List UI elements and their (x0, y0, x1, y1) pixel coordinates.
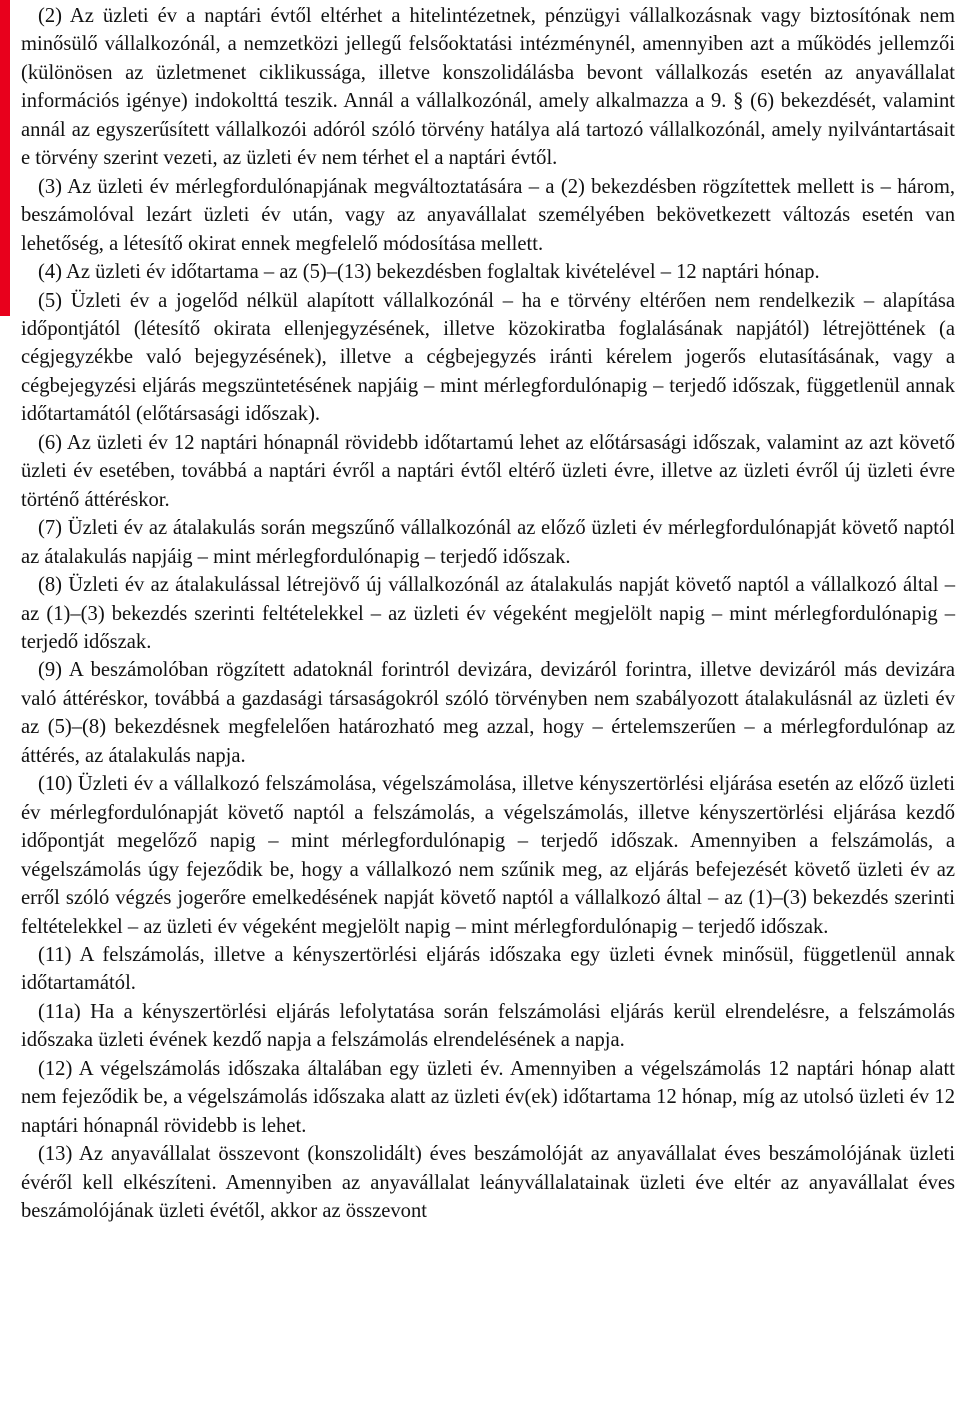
paragraph-6: (6) Az üzleti év 12 naptári hónapnál rövidebb időtartamú lehet az előtársasági időszak, valamint az azt követő üzleti év esetében, továbbá a naptári évről a naptári évtől eltérő üzleti évre, illetve az üzleti évről új üzleti évre történő áttéréskor. (21, 431, 955, 511)
legal-text-body (21, 2, 955, 1225)
paragraph-7: (7) Üzleti év az átalakulás során megszűnő vállalkozónál az előző üzleti év mérlegfordulónapját követő naptól az átalakulás napjáig – mint mérlegfordulónapig – terjedő időszak. (21, 517, 955, 568)
paragraph-5: (5) Üzleti év a jogelőd nélkül alapított vállalkozónál – ha e törvény eltérően nem rendelkezik – alapítása időpontjától (létesítő okirata ellenjegyzésének, illetve közokiratba foglalásának napjától) létrejöttének (a cégjegyzékbe való bejegyzésének), illetve a cégbejegyzés iránti kérelem jogerős elutasításának, vagy a cégbejegyzési eljárás megszüntetésének napjáig – mint mérlegfordulónapig – terjedő időszak, függetlenül annak időtartamától (előtársasági időszak). (21, 289, 955, 426)
paragraph-10: (10) Üzleti év a vállalkozó felszámolása, végelszámolása, illetve kényszertörlési eljárása esetén az előző üzleti év mérlegfordulónapját követő naptól a felszámolás, a végelszámolás, illetve kényszertörlési eljárása kezdő időpontját megelőző napig – mint mérlegfordulónapig – terjedő időszak. Amennyiben a felszámolás, a végelszámolás úgy fejeződik be, hogy a vállalkozó nem szűnik meg, az eljárás befejezését követő üzleti év az erről szóló végzés jogerőre emelkedésének napját követő naptól a vállalkozó által – az (1)–(3) bekezdés szerinti feltételekkel – az üzleti év végeként megjelölt napig – mint mérlegfordulónapig – terjedő időszak. (21, 773, 955, 938)
paragraph-11: (11) A felszámolás, illetve a kényszertörlési eljárás időszaka egy üzleti évnek minősül, függetlenül annak időtartamától. (21, 943, 955, 995)
paragraph-12: (12) A végelszámolás időszaka általában egy üzleti év. Amennyiben a végelszámolás 12 naptári hónap alatt nem fejeződik be, a végelszámolás időszaka alatt az üzleti év(ek) időtartama 12 hónap, míg az utolsó üzleti év 12 naptári hónapnál rövidebb is lehet. (21, 1057, 955, 1137)
paragraph-9: (9) A beszámolóban rögzített adatoknál forintról devizára, devizáról forintra, illetve devizáról más devizára való áttéréskor, továbbá a gazdasági társaságokról szóló törvényben nem szabályozott átalakulásnál az üzleti év az (5)–(8) bekezdésnek megfelelően határozható meg azzal, hogy – értelemszerűen – a mérlegfordulónap az áttérés, az átalakulás napja. (21, 659, 955, 767)
paragraph-13: (13) Az anyavállalat összevont (konszolidált) éves beszámolóját az anyavállalat éves beszámolójának üzleti évéről kell elkészíteni. Amennyiben az anyavállalat leányvállalatainak üzleti éve eltér az anyavállalat éves beszámolójának üzleti évétől, akkor az összevont (21, 1143, 955, 1223)
revision-change-bar (0, 0, 10, 316)
paragraph-8: (8) Üzleti év az átalakulással létrejövő új vállalkozónál az átalakulás napját követő naptól a vállalkozó által – az (1)–(3) bekezdés szerinti feltételekkel – az üzleti év végeként megjelölt napig – mint mérlegfordulónapig – terjedő időszak. (21, 574, 955, 653)
paragraph-11a: (11a) Ha a kényszertörlési eljárás lefolytatása során felszámolási eljárás kerül elrendelésre, a felszámolás időszaka üzleti évének kezdő napja a felszámolás elrendelésének a napja. (21, 1000, 955, 1052)
paragraph-4: (4) Az üzleti év időtartama – az (5)–(13) bekezdésben foglaltak kivételével – 12 naptári hónap. (38, 261, 820, 284)
paragraph-3: (3) Az üzleti év mérlegfordulónapjának megváltoztatására – a (2) bekezdésben rögzítettek mellett is – három, beszámolóval lezárt üzleti év után, vagy az anyavállalat személyében bekövetkezett változás esetén van lehetőség, a létesítő okirat ennek megfelelő módosítása mellett. (21, 175, 955, 255)
paragraph-2: (2) Az üzleti év a naptári évtől eltérhet a hitelintézetnek, pénzügyi vállalkozásnak vagy biztosítónak nem minősülő vállalkozónál, a nemzetközi jellegű felsőoktatási intézménynél, amennyiben azt a működés jellemzői (különösen az üzletmenet ciklikussága, illetve konszolidálásba bevont vállalkozás esetén az anyavállalat információs igénye) indokolttá teszik. Annál a vállalkozónál, amely alkalmazza a 9. § (6) bekezdését, valamint annál az egyszerűsített vállalkozói adóról szóló törvény hatálya alá tartozó vállalkozónál, amely nyilvántartásait e törvény szerint vezeti, az üzleti év nem térhet el a naptári évtől. (21, 5, 955, 170)
